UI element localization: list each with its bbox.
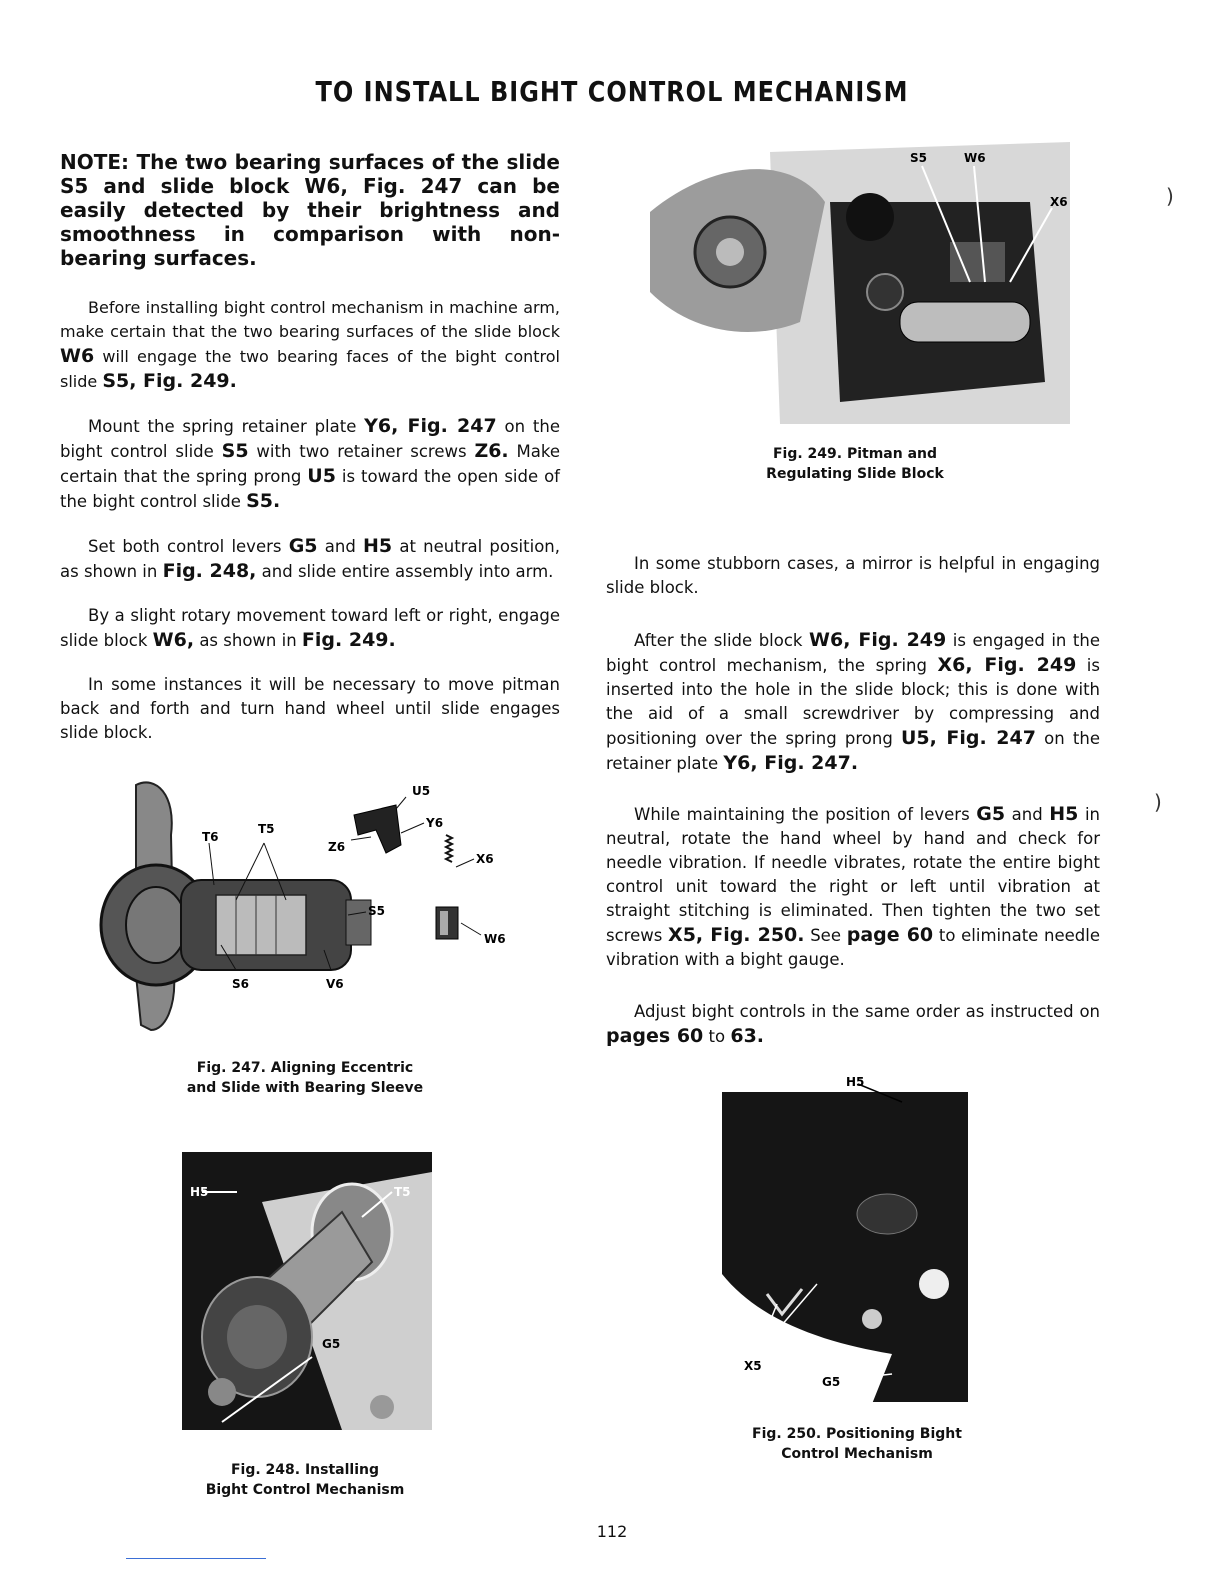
fig247-label-z6: Z6 [328, 840, 346, 854]
fig249-caption-line2: Regulating Slide Block [766, 466, 944, 482]
fig247-label-t5: T5 [258, 822, 275, 836]
body-text: In some instances it will be necessary to move pitman back and forth and turn hand wheel until slide engages slide block. [60, 675, 560, 742]
right-paragraph-1 [606, 552, 1100, 600]
reference-text: X6, Fig. 249 [937, 654, 1077, 676]
fig250-label-g5: G5 [822, 1375, 841, 1389]
reference-text: Fig. 248, [162, 560, 257, 582]
fig247-label-s6: S6 [232, 977, 249, 991]
fig249-label-s5: S5 [910, 151, 927, 165]
retainer-plate [354, 805, 401, 853]
body-text: in neutral, rotate the hand wheel by hand and check for needle vibration. If needle vibrates, rotate the entire bight control unit toward the right or left until vibration at straight stitching is eliminated. Then tighten the two set screws [606, 805, 1100, 945]
reference-text: S5, Fig. 249. [102, 370, 237, 392]
fig250-caption [712, 1424, 1002, 1464]
body-text: is engaged in the bight control mechanism, the spring [606, 631, 1100, 675]
fig248-label-g5: G5 [322, 1337, 341, 1351]
body-text: to eliminate needle vibration with a bight gauge. [606, 926, 1100, 969]
fig250-label-h5: H5 [846, 1075, 865, 1089]
reference-text: U5 [307, 465, 336, 487]
reference-text: 63. [730, 1025, 765, 1047]
reference-text: S5 [221, 440, 249, 462]
fig247-drawing [96, 775, 536, 1035]
body-text: Set both control levers [88, 537, 289, 556]
reference-text: W6, Fig. 249 [809, 629, 947, 651]
left-paragraph-4 [60, 604, 560, 653]
fig247-label-w6: W6 [484, 932, 506, 946]
reference-text: pages 60 [606, 1025, 704, 1047]
left-paragraph-3 [60, 534, 560, 584]
body-text: See [804, 926, 847, 945]
body-text: is toward the open side of the bight control slide [60, 467, 560, 511]
reference-text: G5 [976, 803, 1006, 825]
body-text: on the retainer plate [606, 729, 1100, 773]
body-text: and [1005, 805, 1050, 824]
right-paragraph-3 [606, 802, 1100, 972]
body-text: at neutral position, as shown in [60, 537, 560, 581]
left-paragraph-5 [60, 673, 560, 745]
body-text: Mount the spring retainer plate [88, 417, 365, 436]
fig247-caption-line2: and Slide with Bearing Sleeve [186, 1080, 424, 1096]
left-paragraph-2 [60, 414, 560, 514]
body-text: and [317, 537, 364, 556]
fig247-label-v6: V6 [326, 977, 344, 991]
fig247-label-t6: T6 [202, 830, 219, 844]
left-paragraph-1 [60, 296, 560, 394]
fig247-label-x6: X6 [476, 852, 494, 866]
right-paragraph-2 [606, 628, 1100, 776]
fig247-label-u5: U5 [412, 784, 431, 798]
fig249-caption-line1: Fig. 249. Pitman and [772, 446, 938, 462]
fig249-photo [650, 142, 1070, 424]
body-text: Before installing bight control mechanism in machine arm, make certain that the two bearing surfaces of the slide block [60, 298, 560, 341]
fig248-label-h5: H5 [190, 1185, 209, 1199]
body-text: to [703, 1027, 731, 1046]
left-column [60, 150, 560, 765]
reference-text: X5, Fig. 250. [668, 924, 805, 946]
fig248-caption [170, 1460, 440, 1500]
reference-text: U5, Fig. 247 [901, 727, 1036, 749]
body-text: After the slide block [634, 631, 810, 650]
fig247-caption [160, 1058, 450, 1098]
body-text: While maintaining the position of levers [634, 805, 977, 824]
body-text: By a slight rotary movement toward left or right, engage slide block [60, 606, 560, 650]
body-text: with two retainer screws [248, 442, 475, 461]
body-text: In some stubborn cases, a mirror is helpful in engaging slide block. [606, 554, 1100, 597]
fig248-photo [182, 1152, 432, 1430]
body-text: Make certain that the spring prong [60, 442, 560, 486]
reference-text: Fig. 249. [301, 629, 396, 651]
reference-text: Y6, Fig. 247. [723, 752, 859, 774]
reference-text: Y6, Fig. 247 [364, 415, 497, 437]
spring-x6 [446, 835, 452, 862]
body-text: is inserted into the hole in the slide block; this is done with the aid of a small screwdriver by compressing and positioning over the spring prong [606, 656, 1100, 748]
body-text: will engage the two bearing faces of the bight control slide [60, 347, 560, 391]
fig247-caption-line1: Fig. 247. Aligning Eccentric [196, 1060, 414, 1076]
fig247-label-s5: S5 [368, 904, 385, 918]
reference-text: W6, [152, 629, 195, 651]
reference-text: H5 [363, 535, 393, 557]
fig248-label-t5: T5 [394, 1185, 411, 1199]
reference-text: W6 [60, 345, 95, 367]
reference-text: S5. [246, 490, 281, 512]
page-number: 112 [596, 1522, 628, 1541]
reference-text: H5 [1049, 803, 1079, 825]
reference-text: Z6. [474, 440, 509, 462]
body-text: and slide entire assembly into arm. [256, 562, 554, 581]
page-title: TO INSTALL BIGHT CONTROL MECHANISM [315, 75, 909, 109]
margin-bracket-mark: ) [1166, 184, 1174, 208]
fig250-label-x5: X5 [744, 1359, 762, 1373]
body-text: as shown in [194, 631, 302, 650]
reference-text: G5 [288, 535, 318, 557]
fig247-label-y6: Y6 [426, 816, 444, 830]
body-text: Adjust bight controls in the same order as instructed on [634, 1002, 1100, 1021]
footer-link-underline [126, 1558, 266, 1559]
fig248-caption-line2: Bight Control Mechanism [205, 1482, 405, 1498]
fig250-caption-line2: Control Mechanism [781, 1446, 933, 1462]
note-paragraph [60, 150, 560, 270]
fig248-caption-line1: Fig. 248. Installing [230, 1462, 380, 1478]
fig250-caption-line1: Fig. 250. Positioning Bight [752, 1426, 962, 1442]
fig249-caption [715, 444, 995, 484]
fig249-label-w6: W6 [964, 151, 986, 165]
right-paragraph-4 [606, 1000, 1100, 1049]
margin-bracket-mark: ) [1154, 790, 1162, 814]
fig250-photo [722, 1074, 970, 1404]
fig249-label-x6: X6 [1050, 195, 1068, 209]
body-text: on the bight control slide [60, 417, 560, 461]
right-column [606, 552, 1100, 1069]
body-text: NOTE: The two bearing surfaces of the slide S5 and slide block W6, Fig. 247 can be easily detected by their brightness and smoothness in comparison with non-bearing surfaces. [60, 150, 560, 270]
reference-text: page 60 [846, 924, 934, 946]
